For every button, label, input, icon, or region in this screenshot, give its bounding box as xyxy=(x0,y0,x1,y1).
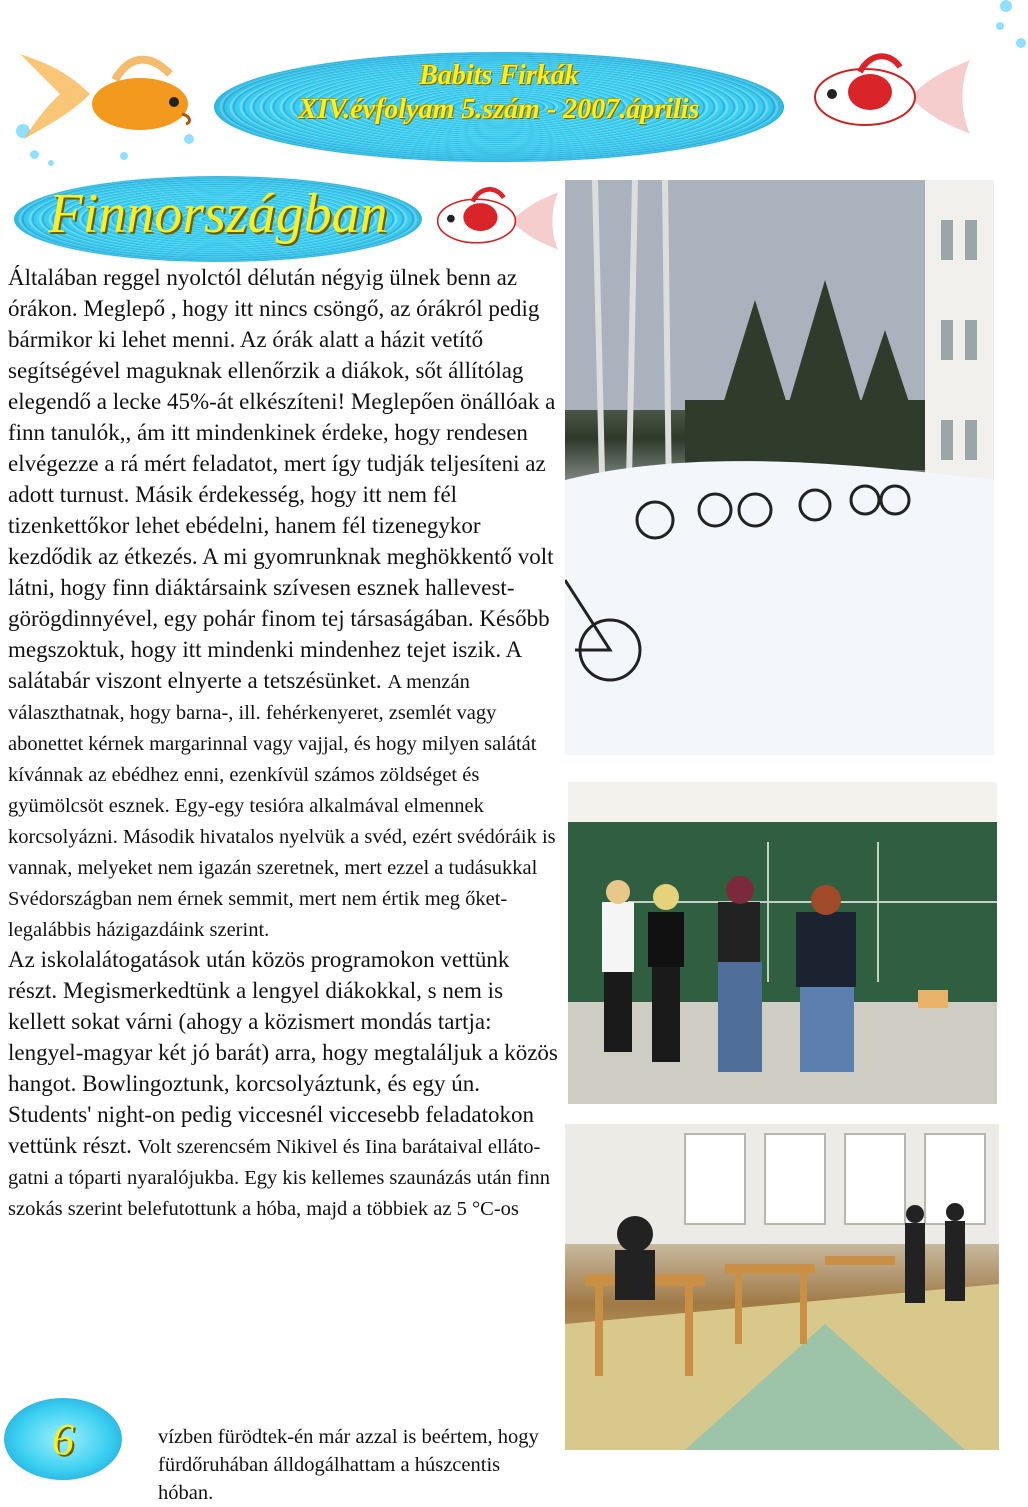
photo-school-cafeteria xyxy=(565,1124,999,1450)
photo-winter-campus xyxy=(565,180,994,755)
photo-classroom-chalkboard xyxy=(568,782,997,1104)
goldfish-icon xyxy=(20,44,200,144)
article-body xyxy=(8,262,560,1223)
paragraph-text-small: A menzán választhatnak, hogy barna-, ill. fehérkenyeret, zsemlét vagy abonettet kérnek margarinnal vagy vajjal, és hogy milyen salátát kívánnak az ebédhez enni, ezenkívül számos zöldséget és gyümölcsöt esznek. Egy-egy tesióra alkalmával elmennek korcsolyázni. Második hivatalos nyelvük a svéd, ezért svédóráik is vannak, melyeket nem igazán szeretnek, mert ezzel a tudásukkal Svédországban nem érnek semmit, mert nem értik meg őket- legalábbis házigazdáink szerint. xyxy=(8,671,556,941)
masthead-banner xyxy=(214,52,784,162)
paragraph-text-small: Volt szerencsém Nikivel és Iina barátaival ellátogatni a tóparti nyaralójukba. Egy kis kellemes szaunázás után finn szokás szerint belefutottunk a hóba, majd a többiek az 5 °C-os xyxy=(8,1136,550,1220)
page-number: 6 xyxy=(52,1414,74,1464)
red-white-fish-icon xyxy=(810,52,970,142)
article-title: Finnországban xyxy=(48,183,388,245)
bubble-icon xyxy=(120,152,128,160)
bubble-icon xyxy=(1000,0,1012,12)
paragraph-text: Általában reggel nyolctól délután négyig ülnek benn az órákon. Meglepő , hogy itt nincs csöngő, az órákról pedig bármikor ki lehet menni. Az órák alatt a házit vetítő segítségével maguknak ellenőrzik a diákok, sőt állítólag elegendő a lecke 45%-át elkészíteni! Meglepően önállóak a finn tanulók,, ám itt mindenkinek érdeke, hogy rendesen elvégezze a rá mért feladatot, mert így tudják teljesíteni az adott turnust. Másik érdekesség, hogy itt nem fél tizenkettőkor lehet ebédelni, hanem fél tizenegykor kezdődik az étkezés. A mi gyomrunknak meghökkentő volt látni, hogy finn diáktársaink szívesen esznek hallevest-görögdinnyével, egy pohár finom tej társaságában. Később megszoktuk, hogy itt mindenki mindenhez tejet iszik. A salátabár viszont elnyerte a tetszésünket. xyxy=(8,265,556,693)
bubble-icon xyxy=(1016,38,1026,48)
issue-info: XIV.évfolyam 5.szám - 2007.április xyxy=(298,94,700,125)
bubble-icon xyxy=(48,160,54,166)
bubble-icon xyxy=(996,22,1004,30)
bubble-icon xyxy=(30,150,39,159)
masthead-title: Babits Firkák xyxy=(419,60,579,91)
paragraph-text: Az iskolalátogatások után közös programokon vettünk részt. Megismerkedtünk a lengyel diákokkal, s nem is kellett sokat várni (ahogy a közismert mondás tartja: lengyel-magyar két jó barát) arra, hogy megtaláljuk a közös hangot. Bowlingoztunk, korcsolyáztunk, és egy ún. Students' night-on pedig viccesnél viccesebb feladatokon vettünk részt. xyxy=(8,947,558,1158)
page-number-badge xyxy=(4,1398,122,1480)
red-white-fish-icon xyxy=(426,186,566,256)
article-paragraph xyxy=(8,262,560,944)
article-paragraph xyxy=(8,944,560,1223)
article-paragraph-end: vízben fürödtek-én már azzal is beértem, hogy fürdőruhában álldogálhattam a húszcentis hóban. xyxy=(158,1425,539,1504)
article-title-banner xyxy=(14,176,422,262)
